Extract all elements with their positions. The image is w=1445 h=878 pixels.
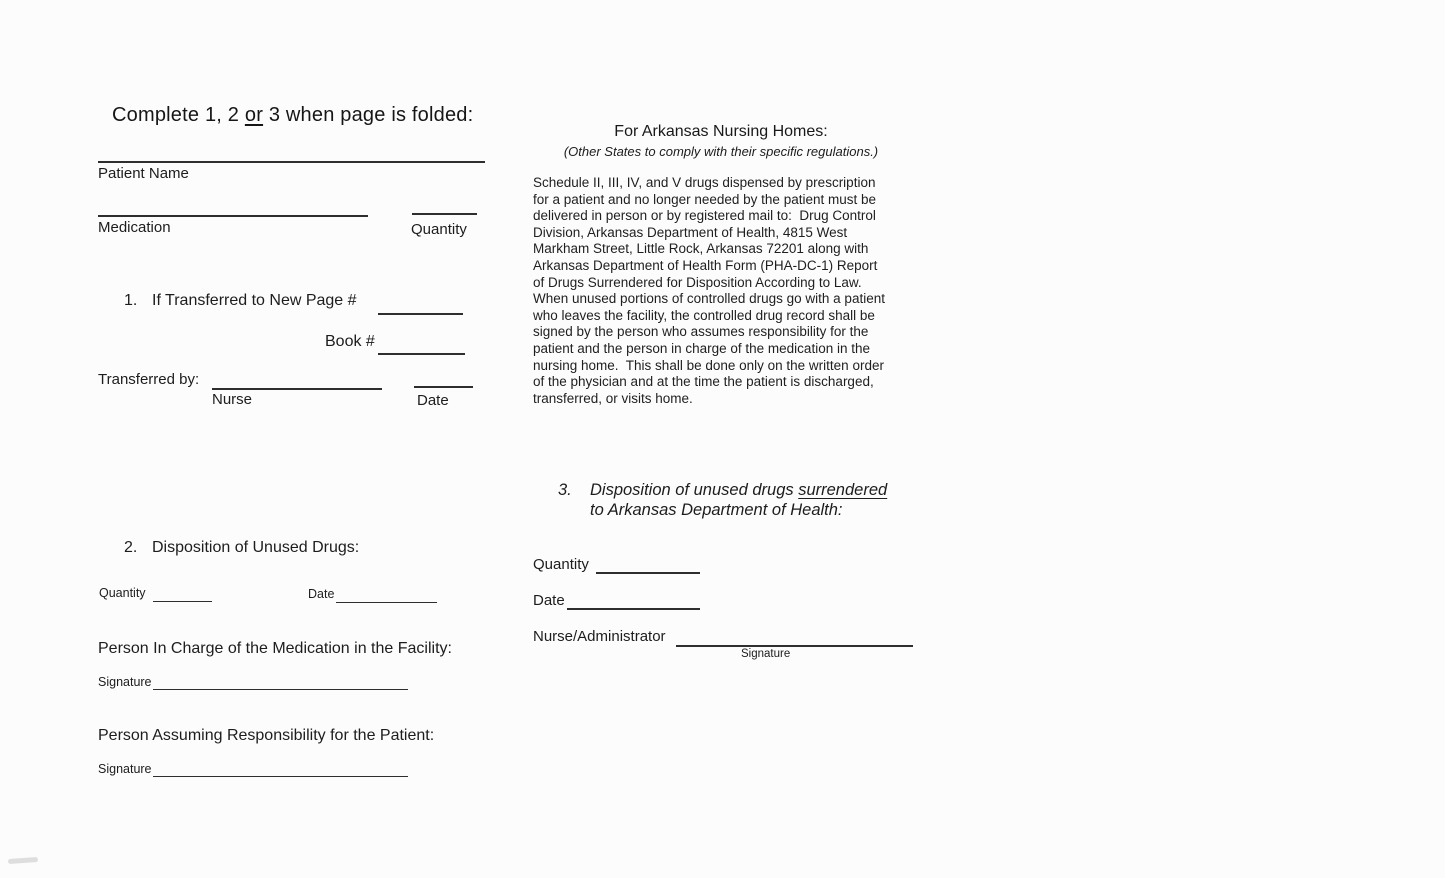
section2-date-field[interactable]	[336, 602, 437, 603]
book-number-label: Book #	[325, 333, 375, 350]
scan-artifact	[8, 857, 38, 864]
transferred-date-field[interactable]	[414, 386, 473, 388]
quantity-field[interactable]	[412, 213, 477, 215]
signature-caption: Signature	[741, 648, 791, 660]
paragraph-line: of Drugs Surrendered for Disposition According to Law.	[533, 274, 862, 290]
fold-instruction-heading: Complete 1, 2 or 3 when page is folded:	[112, 104, 474, 126]
person-assuming-signature-field[interactable]	[153, 776, 408, 777]
arkansas-header-title: For Arkansas Nursing Homes:	[614, 123, 828, 140]
paragraph-line: When unused portions of controlled drugs go with a patient	[533, 291, 885, 307]
person-in-charge-signature-field[interactable]	[153, 689, 408, 690]
section3-number: 3.	[558, 481, 572, 499]
medication-field[interactable]	[98, 215, 368, 217]
underlined-surrendered: surrendered	[798, 481, 888, 499]
transferred-by-nurse-field[interactable]	[212, 388, 382, 390]
section1-number: 1.	[124, 292, 138, 309]
paragraph-line: transferred, or visits home.	[533, 390, 693, 406]
patient-name-label: Patient Name	[98, 165, 189, 182]
nurse-caption: Nurse	[212, 391, 253, 408]
section2-number: 2.	[124, 539, 138, 556]
regulation-paragraph	[533, 175, 915, 407]
date-caption: Date	[417, 392, 449, 409]
person-in-charge-signature-label: Signature	[98, 675, 152, 689]
section2-title: Disposition of Unused Drugs:	[152, 539, 360, 556]
section3-quantity-field[interactable]	[596, 572, 700, 574]
section3-quantity-label: Quantity	[533, 556, 589, 573]
patient-name-field[interactable]	[98, 161, 485, 163]
paragraph-line: for a patient and no longer needed by the patient must be	[533, 191, 876, 207]
medication-label: Medication	[98, 219, 171, 236]
arkansas-header-subtitle: (Other States to comply with their specific regulations.)	[563, 144, 879, 159]
arkansas-header	[530, 123, 912, 159]
section3-title: Disposition of unused drugs surrendered to Arkansas Department of Health:	[590, 481, 888, 519]
quantity-label: Quantity	[411, 221, 467, 238]
transferred-by-label: Transferred by:	[98, 371, 200, 388]
section3-date-field[interactable]	[567, 608, 700, 610]
paragraph-line: nursing home. This shall be done only on the written order	[533, 357, 884, 373]
paragraph-line: delivered in person or by registered mail to: Drug Control	[533, 208, 876, 224]
paragraph-line: Schedule II, III, IV, and V drugs dispensed by prescription	[533, 175, 876, 190]
paragraph-line: of the physician and at the time the patient is discharged,	[533, 374, 874, 390]
section1-new-page-label: If Transferred to New Page #	[152, 292, 357, 309]
section2-quantity-label: Quantity	[99, 586, 146, 600]
new-page-number-field[interactable]	[378, 313, 463, 315]
paragraph-line: patient and the person in charge of the medication in the	[533, 340, 870, 356]
nurse-administrator-signature-field[interactable]	[676, 645, 913, 647]
section3-date-label: Date	[533, 592, 565, 609]
underlined-or: or	[244, 104, 264, 126]
section2-date-label: Date	[308, 587, 335, 601]
person-assuming-signature-label: Signature	[98, 762, 152, 776]
paragraph-line: signed by the person who assumes responsibility for the	[533, 324, 869, 340]
book-number-field[interactable]	[378, 353, 465, 355]
nurse-administrator-label: Nurse/Administrator	[533, 628, 666, 645]
person-in-charge-title: Person In Charge of the Medication in the Facility:	[98, 640, 452, 657]
paragraph-line: Division, Arkansas Department of Health, 4815 West	[533, 224, 848, 240]
section2-quantity-field[interactable]	[153, 601, 212, 602]
person-assuming-title: Person Assuming Responsibility for the Patient:	[98, 727, 435, 744]
paragraph-line: Markham Street, Little Rock, Arkansas 72201 along with	[533, 241, 869, 257]
paragraph-line: Arkansas Department of Health Form (PHA-DC-1) Report	[533, 257, 878, 273]
paragraph-line: who leaves the facility, the controlled drug record shall be	[533, 307, 875, 323]
